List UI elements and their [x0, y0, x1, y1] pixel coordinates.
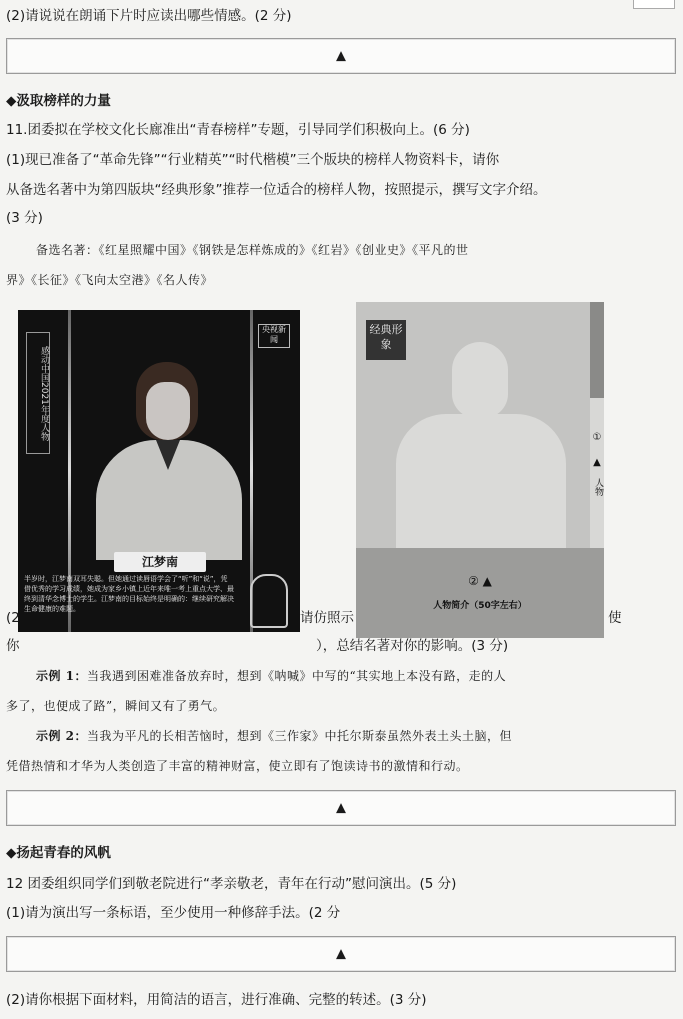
example-2-line-b: 凭借热情和才华为人类创造了丰富的精神财富，使立即有了饱读诗书的激情和行动。 [6, 759, 469, 773]
answer-triangle-icon: ▲ [336, 48, 346, 64]
question-11-2-fragment-mid: 请仿照示 [300, 610, 354, 626]
answer-triangle-icon: ▲ [336, 800, 346, 816]
example-1-line-a: 示例 1：当我遇到困难准备放弃时，想到《呐喊》中写的“其实地上本没有路，走的人 [36, 669, 507, 683]
news-logo: 央视新闻 [258, 324, 290, 348]
question-12-2: (2)请你根据下面材料，用简洁的语言，进行准确、完整的转述。(3 分) [6, 992, 427, 1008]
question-11-2-b-left: 你 [6, 638, 20, 654]
silhouette-head [452, 342, 508, 418]
book-list-line-a: 备选名著：《红星照耀中国》《钢铁是怎样炼成的》《红岩》《创业史》《平凡的世 [36, 243, 469, 257]
answer-triangle-icon: ▲ [336, 946, 346, 962]
card-bottom-mark: ② ▲ [468, 574, 492, 588]
question-11-title: 11.团委拟在学校文化长廊准出“青春榜样”专题，引导同学们积极向上。(6 分) [6, 122, 470, 138]
card-vertical-title: 感动中国2021年度人物 [26, 332, 50, 454]
person-description: 半岁时，江梦南双耳失聪。但她通过读唇语学会了“听”和“说”，凭借优秀的学习成绩，她成为家乡小镇上近年来唯一考上重点大学、最终到清华念博士的学生。江梦南的目标始终是明确的：继续研究解决生命健康的难题。 [24, 575, 234, 613]
corner-box [633, 0, 675, 9]
role-model-card-image [18, 310, 300, 632]
question-11-2-fragment-left: (2 [6, 610, 20, 626]
example-2-line-a: 示例 2：当我为平凡的长相苦恼时，想到《三作家》中托尔斯泰虽然外表土头土脑，但 [36, 729, 513, 743]
question-12-title: 12 团委组织同学们到敬老院进行“孝亲敬老，青年在行动”慰问演出。(5 分) [6, 876, 457, 892]
question-12-1: (1)请为演出写一条标语，至少使用一种修辞手法。(2 分 [6, 905, 341, 921]
example-1-line-b: 多了，也便成了路”，瞬间又有了勇气。 [6, 699, 226, 713]
person-name-label: 江梦南 [114, 552, 206, 572]
answer-box-2[interactable] [6, 790, 676, 826]
question-11-1-score: (3 分) [6, 210, 43, 226]
question-11-2-fragment-right: 使 [608, 610, 622, 626]
question-11-1-line-a: (1)现已准备了“革命先锋”“行业精英”“时代楷模”三个版块的榜样人物资料卡，请你 [6, 152, 500, 168]
trophy-icon [250, 574, 288, 628]
section-heading-1: ◆汲取榜样的力量 [6, 93, 111, 109]
silhouette-body [396, 414, 566, 548]
card-bottom-label: 人物简介（50字左右） [433, 601, 527, 611]
answer-box-1[interactable] [6, 38, 676, 74]
book-list-line-b: 界》《长征》《飞向太空港》《名人传》 [6, 273, 214, 287]
question-2-prompt: (2)请说说在朗诵下片时应读出哪些情感。(2 分) [6, 8, 292, 24]
question-11-1-line-b: 从备选名著中为第四版块“经典形象”推荐一位适合的榜样人物，按照提示，撰写文字介绍。 [6, 182, 547, 198]
person-face [146, 382, 190, 440]
section-heading-2: ◆扬起青春的风帆 [6, 845, 111, 861]
classic-image-card [356, 302, 604, 638]
card-side-label: ① ▲ 人物 [590, 398, 604, 548]
answer-box-3[interactable] [6, 936, 676, 972]
classic-image-tag: 经典形象 [366, 320, 406, 360]
question-11-2-b-right: ），总结名著对你的影响。(3 分) [316, 638, 509, 654]
